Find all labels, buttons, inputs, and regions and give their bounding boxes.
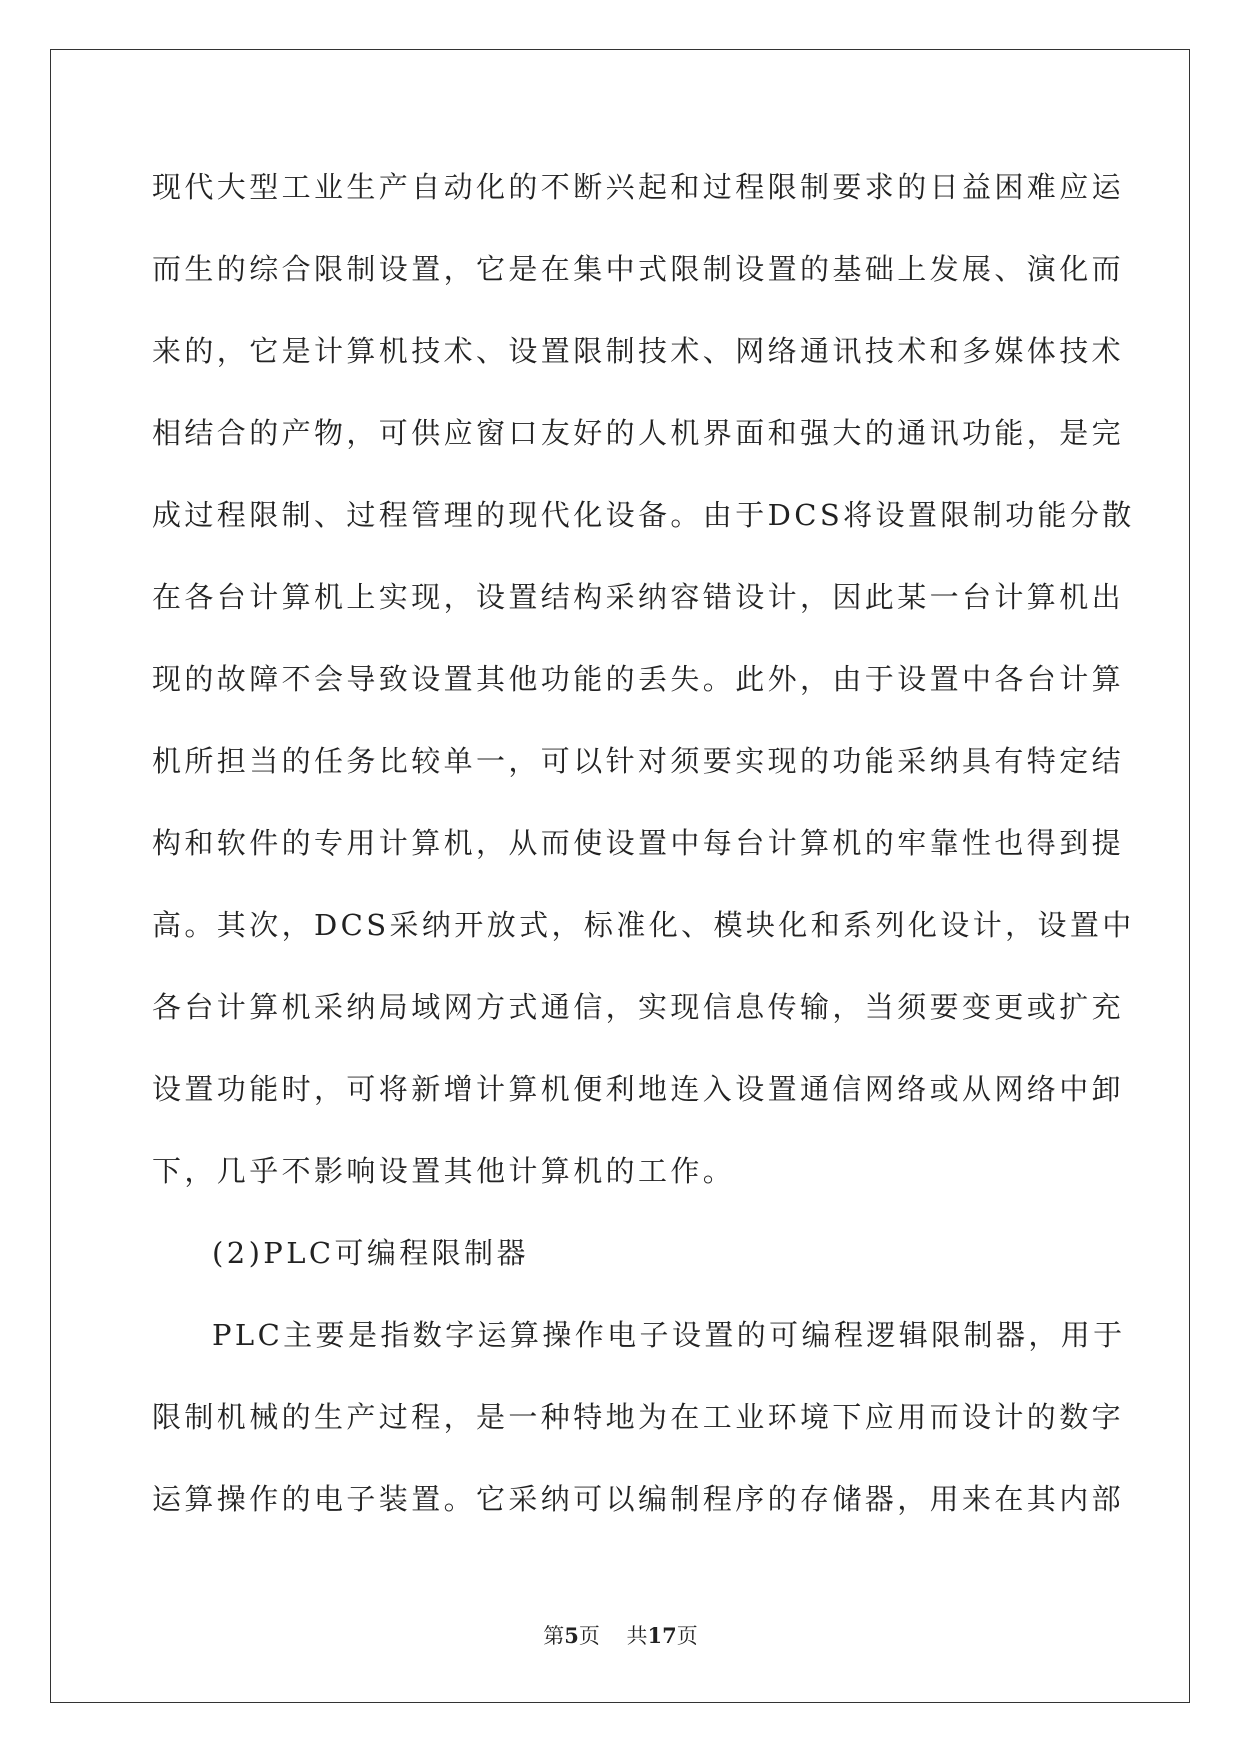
paragraph-line: 现的故障不会导致设置其他功能的丢失。此外，由于设置中各台计算 bbox=[152, 662, 1125, 696]
paragraph-line: 来的，它是计算机技术、设置限制技术、网络通讯技术和多媒体技术 bbox=[152, 334, 1125, 368]
paragraph-line: 构和软件的专用计算机，从而使设置中每台计算机的牢靠性也得到提 bbox=[152, 826, 1125, 860]
total-label-suffix: 页 bbox=[676, 1624, 698, 1648]
paragraph-line: 而生的综合限制设置，它是在集中式限制设置的基础上发展、演化而 bbox=[152, 252, 1125, 286]
page-number: 5 bbox=[564, 1623, 579, 1648]
paragraph-line: 高。其次，DCS采纳开放式，标准化、模块化和系列化设计，设置中 bbox=[152, 908, 1135, 942]
paragraph-line: 运算操作的电子装置。它采纳可以编制程序的存储器，用来在其内部 bbox=[152, 1482, 1125, 1516]
paragraph-line: 下，几乎不影响设置其他计算机的工作。 bbox=[152, 1154, 736, 1188]
paragraph-line: 各台计算机采纳局域网方式通信，实现信息传输，当须要变更或扩充 bbox=[152, 990, 1125, 1024]
page-label-suffix: 页 bbox=[578, 1624, 600, 1648]
paragraph-line: 在各台计算机上实现，设置结构采纳容错设计，因此某一台计算机出 bbox=[152, 580, 1125, 614]
paragraph-line: 设置功能时，可将新增计算机便利地连入设置通信网络或从网络中卸 bbox=[152, 1072, 1125, 1106]
paragraph-line: 限制机械的生产过程，是一种特地为在工业环境下应用而设计的数字 bbox=[152, 1400, 1125, 1434]
page-footer bbox=[0, 1620, 1241, 1650]
page-label-prefix: 第 bbox=[543, 1624, 565, 1648]
paragraph-line: 机所担当的任务比较单一，可以针对须要实现的功能采纳具有特定结 bbox=[152, 744, 1125, 778]
paragraph-line: 成过程限制、过程管理的现代化设备。由于DCS将设置限制功能分散 bbox=[152, 498, 1135, 532]
total-label-prefix: 共 bbox=[626, 1624, 648, 1648]
paragraph-line: 现代大型工业生产自动化的不断兴起和过程限制要求的日益困难应运 bbox=[152, 170, 1125, 204]
paragraph-line: PLC主要是指数字运算操作电子设置的可编程逻辑限制器，用于 bbox=[212, 1318, 1126, 1352]
document-body bbox=[152, 158, 1135, 1552]
paragraph-line: 相结合的产物，可供应窗口友好的人机界面和强大的通讯功能，是完 bbox=[152, 416, 1125, 450]
section-heading: (2)PLC可编程限制器 bbox=[212, 1236, 529, 1270]
total-pages: 17 bbox=[647, 1623, 677, 1648]
